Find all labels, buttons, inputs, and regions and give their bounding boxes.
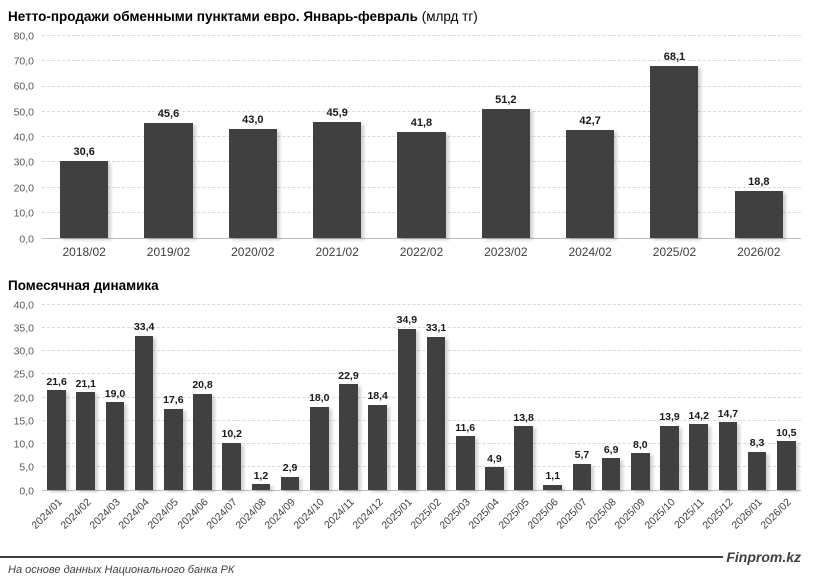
- x-tick-label: 2020/02: [231, 245, 275, 259]
- bar-value-label: 17,6: [163, 394, 184, 407]
- bar: [777, 441, 796, 490]
- y-tick-label: 40,0: [13, 131, 34, 144]
- bar-column: [295, 36, 379, 238]
- bar: [660, 426, 679, 490]
- bar-column: [159, 305, 188, 490]
- data-source-note: На основе данных Национального банка РК: [8, 564, 235, 576]
- chart1-title-text: Нетто-продажи обменными пунктами евро. Январь-февраль: [8, 9, 418, 24]
- bar: [144, 123, 192, 238]
- chart2-y-axis: [8, 298, 42, 497]
- bar-column: [305, 305, 334, 490]
- y-tick-label: 30,0: [13, 345, 34, 358]
- bar-column: [211, 36, 295, 238]
- bar-value-label: 19,0: [104, 387, 126, 400]
- bar-value-label: 41,8: [410, 117, 433, 130]
- bar-column: [655, 305, 684, 490]
- x-tick-label: 2026/02: [758, 496, 795, 532]
- bar-column: [246, 305, 275, 490]
- bar: [748, 452, 767, 490]
- bar-value-label: 5,7: [574, 449, 590, 462]
- bar: [252, 484, 271, 490]
- x-tick-label: 2024/05: [145, 496, 182, 532]
- y-tick-label: 60,0: [13, 80, 34, 93]
- bar-column: [71, 305, 100, 490]
- bar-value-label: 18,0: [309, 392, 330, 405]
- bar-value-label: 1,2: [253, 469, 269, 482]
- x-tick-label: 2026/02: [737, 245, 781, 259]
- x-tick-label: 2025/12: [700, 496, 736, 532]
- x-tick-label: 2024/02: [568, 245, 612, 259]
- bar-value-label: 43,0: [242, 114, 264, 127]
- chart1: [8, 29, 801, 245]
- bar: [482, 109, 530, 238]
- bar: [427, 337, 446, 490]
- bar-column: [42, 305, 71, 490]
- y-tick-label: 25,0: [13, 368, 34, 381]
- bar: [397, 132, 445, 238]
- bar-column: [717, 36, 801, 238]
- footer-divider: [0, 556, 723, 558]
- chart1-y-axis: [8, 29, 42, 245]
- bar-value-label: 33,4: [133, 321, 155, 334]
- bar-value-label: 18,4: [367, 390, 388, 403]
- x-tick-label: 2025/06: [525, 496, 561, 532]
- y-tick-label: 40,0: [13, 298, 34, 311]
- bar: [339, 384, 358, 490]
- bar-value-label: 21,1: [75, 377, 96, 390]
- bar-column: [632, 36, 716, 238]
- bar: [60, 161, 108, 238]
- x-tick-label: 2025/10: [642, 496, 678, 532]
- y-tick-label: 15,0: [13, 415, 34, 427]
- x-tick-label: 2025/09: [612, 496, 649, 532]
- bar-column: [626, 305, 655, 490]
- bar: [281, 477, 300, 490]
- bar-value-label: 14,2: [688, 409, 709, 422]
- x-tick-label: 2024/03: [87, 496, 123, 532]
- bar: [135, 336, 154, 490]
- bar-column: [548, 36, 632, 238]
- y-tick-label: 0,0: [19, 232, 34, 245]
- bar-value-label: 51,2: [495, 93, 517, 106]
- bar: [106, 402, 125, 490]
- bar: [164, 409, 183, 490]
- x-tick-label: 2024/02: [58, 496, 94, 532]
- bar-value-label: 22,9: [338, 369, 359, 382]
- chart1-title: [8, 8, 801, 26]
- y-tick-label: 5,0: [19, 461, 34, 474]
- bar-value-label: 42,7: [579, 115, 601, 128]
- x-tick-label: 2024/04: [116, 496, 152, 532]
- bar-column: [713, 305, 742, 490]
- x-tick-label: 2024/08: [233, 496, 269, 532]
- bar-value-label: 10,5: [776, 426, 797, 439]
- bar: [310, 407, 329, 490]
- bar: [602, 458, 621, 490]
- bar: [398, 329, 417, 490]
- bar-value-label: 30,6: [73, 145, 95, 158]
- bar-value-label: 45,6: [157, 107, 180, 120]
- x-tick-label: 2023/02: [484, 245, 528, 259]
- y-tick-label: 35,0: [13, 322, 34, 334]
- bar-column: [772, 305, 801, 490]
- x-tick-label: 2022/02: [399, 245, 444, 259]
- bar: [566, 130, 614, 238]
- chart1-title-units: (млрд тг): [421, 9, 478, 24]
- bar-column: [276, 305, 305, 490]
- x-tick-label: 2018/02: [62, 245, 106, 259]
- bar-value-label: 68,1: [663, 51, 686, 64]
- bar-column: [684, 305, 713, 490]
- y-tick-label: 10,0: [13, 438, 34, 451]
- brand-logo: Finprom.kz: [726, 549, 801, 565]
- bar-value-label: 20,8: [192, 379, 213, 392]
- bar-value-label: 13,8: [513, 411, 534, 424]
- bar-value-label: 33,1: [425, 322, 447, 335]
- bar-column: [597, 305, 626, 490]
- bar-value-label: 34,9: [396, 314, 418, 327]
- bar: [456, 436, 475, 490]
- x-tick-label: 2025/02: [652, 245, 697, 259]
- x-tick-label: 2021/02: [315, 245, 359, 259]
- bar-column: [100, 305, 129, 490]
- x-tick-label: 2025/02: [408, 496, 444, 532]
- bar-column: [421, 305, 450, 490]
- bar-column: [379, 36, 463, 238]
- x-tick-label: 2024/01: [29, 496, 65, 532]
- chart1-x-axis: [42, 239, 801, 259]
- chart2-plot-area: [42, 305, 801, 491]
- chart2: [8, 298, 801, 497]
- bar: [689, 424, 708, 490]
- bar-value-label: 13,9: [659, 411, 680, 424]
- bar: [631, 453, 650, 490]
- x-tick-label: 2026/01: [729, 496, 765, 532]
- x-tick-label: 2025/04: [466, 496, 503, 532]
- y-tick-label: 30,0: [13, 156, 34, 169]
- bar-column: [567, 305, 596, 490]
- bar-column: [130, 305, 159, 490]
- bar: [485, 467, 504, 490]
- x-tick-label: 2025/07: [554, 496, 590, 532]
- bar: [719, 422, 738, 490]
- bar-value-label: 10,2: [221, 428, 242, 441]
- x-tick-label: 2024/07: [204, 496, 240, 532]
- bar: [229, 129, 277, 238]
- x-tick-label: 2019/02: [146, 245, 191, 259]
- x-tick-label: 2025/11: [671, 496, 707, 532]
- bar-column: [451, 305, 480, 490]
- bar-column: [743, 305, 772, 490]
- bar-column: [363, 305, 392, 490]
- bar: [735, 191, 783, 238]
- y-tick-label: 0,0: [19, 484, 34, 497]
- bar-column: [538, 305, 567, 490]
- bar-column: [217, 305, 246, 490]
- bar-column: [42, 36, 126, 238]
- bar: [76, 392, 95, 490]
- x-tick-label: 2025/03: [437, 496, 474, 532]
- bar-column: [480, 305, 509, 490]
- footer: [0, 550, 801, 564]
- bar-value-label: 14,7: [717, 407, 739, 420]
- bar: [222, 443, 241, 490]
- bar-value-label: 4,9: [487, 452, 502, 465]
- bar-value-label: 11,6: [455, 421, 476, 434]
- bar: [573, 464, 592, 490]
- bar-value-label: 18,8: [748, 175, 770, 188]
- bar-column: [188, 305, 217, 490]
- bar: [193, 394, 212, 490]
- bar-column: [392, 305, 421, 490]
- bar-column: [464, 36, 548, 238]
- y-tick-label: 80,0: [13, 29, 34, 42]
- bar-column: [126, 36, 210, 238]
- bar: [47, 390, 66, 490]
- chart1-plot-area: [42, 36, 801, 239]
- y-tick-label: 70,0: [13, 55, 34, 68]
- bars-container: [42, 305, 801, 490]
- x-tick-label: 2024/09: [262, 496, 298, 532]
- y-tick-label: 20,0: [13, 391, 34, 404]
- chart2-title: [8, 277, 801, 295]
- x-tick-label: 2025/01: [379, 496, 415, 532]
- bar-value-label: 21,6: [46, 375, 67, 388]
- bar-column: [334, 305, 363, 490]
- x-tick-label: 2025/08: [583, 496, 620, 532]
- bars-container: [42, 36, 801, 238]
- bar: [368, 405, 387, 490]
- y-tick-label: 20,0: [13, 182, 34, 194]
- x-tick-label: 2024/06: [174, 496, 211, 532]
- bar: [313, 122, 361, 238]
- x-tick-label: 2024/12: [350, 496, 386, 532]
- bar-column: [509, 305, 538, 490]
- y-tick-label: 10,0: [13, 207, 34, 220]
- y-tick-label: 50,0: [13, 105, 34, 118]
- bar-value-label: 1,1: [545, 470, 561, 483]
- chart2-title-text: Помесячная динамика: [8, 278, 159, 293]
- bar-value-label: 45,9: [326, 107, 348, 120]
- bar-value-label: 6,9: [603, 443, 619, 456]
- x-tick-label: 2024/10: [291, 496, 328, 532]
- bar-value-label: 8,3: [749, 437, 765, 450]
- bar-value-label: 2,9: [282, 462, 298, 475]
- chart2-x-axis: [29, 491, 801, 543]
- bar: [514, 426, 533, 490]
- x-tick-label: 2024/11: [321, 496, 357, 532]
- bar: [543, 485, 562, 490]
- bar-value-label: 8,0: [633, 438, 648, 451]
- x-tick-label: 2025/05: [496, 496, 532, 532]
- bar: [650, 66, 698, 238]
